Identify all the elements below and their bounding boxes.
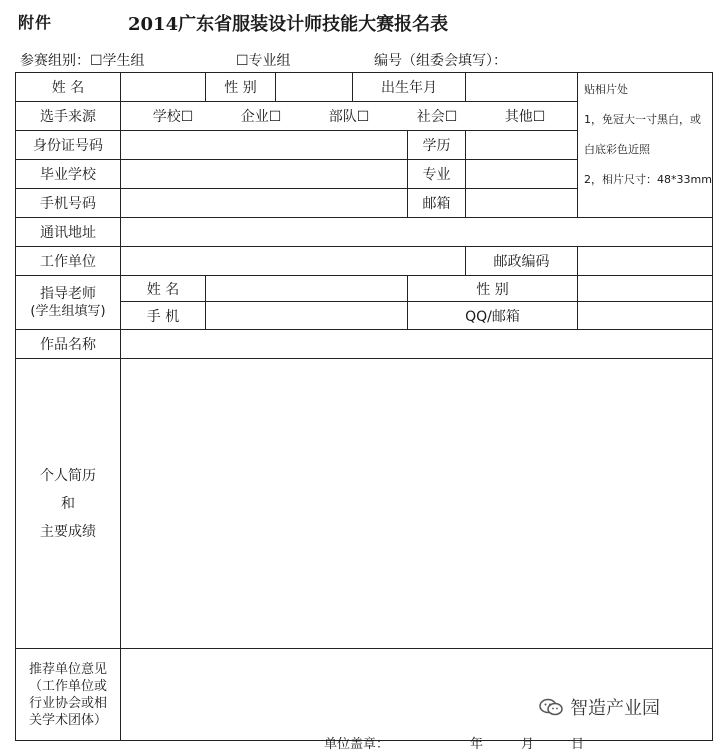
resume-label-line3: 主要成绩: [40, 523, 96, 540]
source-option-army[interactable]: 部队☐: [328, 109, 370, 125]
gender-label: 性 别: [206, 73, 276, 102]
teacher-name-field[interactable]: [206, 276, 408, 302]
recommendation-label-line1: 推荐单位意见: [28, 661, 107, 677]
major-label: 专业: [408, 160, 466, 189]
year-label: 年: [470, 736, 484, 752]
work-title-field[interactable]: [121, 330, 713, 359]
teacher-label-main: 指导老师: [40, 285, 96, 302]
birth-field[interactable]: [466, 73, 578, 102]
watermark: [538, 694, 660, 720]
watermark-text: 智造产业园: [570, 698, 660, 719]
address-label: 通讯地址: [16, 218, 121, 247]
form-title: 2014广东省服装设计师技能大赛报名表: [128, 14, 449, 35]
source-option-enterprise[interactable]: 企业☐: [240, 109, 282, 125]
teacher-gender-label: 性 别: [408, 276, 578, 302]
name-label: 姓 名: [16, 73, 121, 102]
teacher-gender-field[interactable]: [578, 276, 713, 302]
teacher-phone-label: 手 机: [121, 302, 206, 330]
photo-area[interactable]: [578, 73, 713, 218]
source-option-society[interactable]: 社会☐: [416, 109, 458, 125]
teacher-phone-field[interactable]: [206, 302, 408, 330]
teacher-qq-field[interactable]: [578, 302, 713, 330]
photo-instruction-2: 2，相片尺寸：48*33mm: [584, 173, 712, 186]
work-unit-label: 工作单位: [16, 247, 121, 276]
email-label: 邮箱: [408, 189, 466, 218]
source-option-school[interactable]: 学校☐: [152, 109, 194, 125]
email-field[interactable]: [466, 189, 578, 218]
address-field[interactable]: [121, 218, 713, 247]
photo-instruction-1b: 白底彩色近照: [584, 143, 650, 156]
recommendation-label-line4: 关学术团体）: [28, 712, 107, 728]
phone-label: 手机号码: [16, 189, 121, 218]
name-field[interactable]: [121, 73, 206, 102]
group-professional-option[interactable]: ☐专业组: [236, 53, 291, 69]
teacher-label: [16, 276, 121, 330]
education-field[interactable]: [466, 131, 578, 160]
resume-label-line2: 和: [61, 495, 75, 512]
resume-label-line1: 个人简历: [40, 467, 96, 484]
postcode-field[interactable]: [578, 247, 713, 276]
recommendation-label-line3: 行业协会或相: [28, 695, 107, 711]
registration-form-table: [15, 72, 713, 752]
phone-field[interactable]: [121, 189, 408, 218]
seal-label: 单位盖章：: [324, 736, 390, 752]
teacher-qq-label: QQ/邮箱: [408, 302, 578, 330]
source-options: [121, 102, 578, 131]
postcode-label: 邮政编码: [466, 247, 578, 276]
registration-number-label: 编号（组委会填写）：: [374, 53, 507, 69]
recommendation-label: [16, 649, 121, 741]
school-field[interactable]: [121, 160, 408, 189]
day-label: 日: [571, 736, 585, 752]
recommendation-label-line2: （工作单位或: [28, 678, 107, 694]
education-label: 学历: [408, 131, 466, 160]
birth-label: 出生年月: [353, 73, 466, 102]
source-option-other[interactable]: 其他☐: [504, 109, 546, 125]
teacher-label-note: (学生组填写): [30, 303, 106, 319]
teacher-name-label: 姓 名: [121, 276, 206, 302]
work-title-label: 作品名称: [16, 330, 121, 359]
wechat-icon: [538, 697, 564, 717]
photo-instruction-1: 1，免冠大一寸黑白，或: [584, 113, 701, 126]
work-unit-field[interactable]: [121, 247, 466, 276]
photo-instruction-title: 贴相片处: [584, 83, 628, 96]
source-label: 选手来源: [16, 102, 121, 131]
major-field[interactable]: [466, 160, 578, 189]
gender-field[interactable]: [276, 73, 353, 102]
id-number-field[interactable]: [121, 131, 408, 160]
id-number-label: 身份证号码: [16, 131, 121, 160]
school-label: 毕业学校: [16, 160, 121, 189]
month-label: 月: [521, 736, 535, 752]
resume-label: [16, 359, 121, 649]
attachment-label: 附件: [18, 13, 53, 32]
resume-field[interactable]: [121, 359, 713, 649]
group-student-option[interactable]: 参赛组别：☐学生组: [20, 53, 145, 69]
